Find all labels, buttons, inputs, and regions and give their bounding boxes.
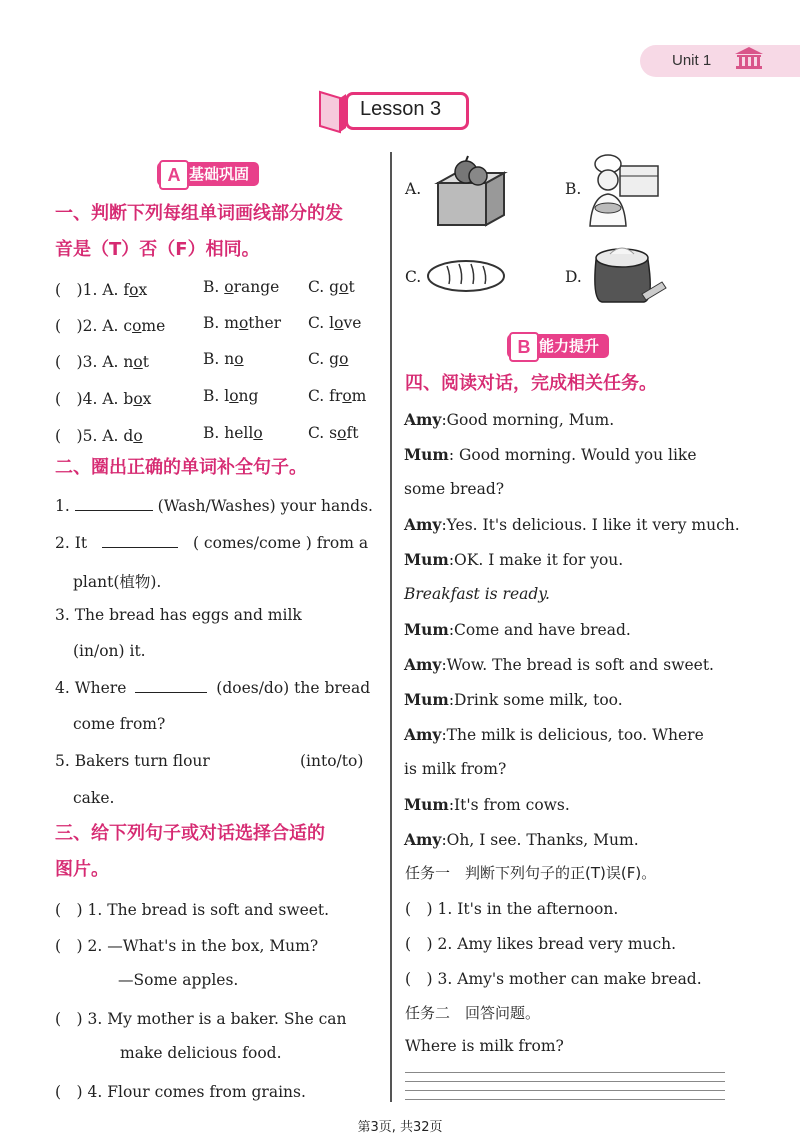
word-part: ng <box>238 387 259 405</box>
dialog-text: : Good morning. Would you like <box>448 446 697 464</box>
q2-sentence-5-options: (into/to) <box>300 752 364 770</box>
word-part: C. s <box>308 424 338 442</box>
dialog-line <box>404 795 570 814</box>
word-part: B. hell <box>203 424 254 442</box>
section-b-badge <box>507 334 609 358</box>
q2-sentence-5b: cake. <box>73 789 115 807</box>
task1-text: 1. It's in the afternoon. <box>437 900 619 918</box>
speaker-name: Mum <box>404 620 449 639</box>
speaker-name: Mum <box>404 795 449 814</box>
dialog-text: :Yes. It's delicious. I like it very much. <box>441 516 740 534</box>
word-part: B. m <box>203 314 239 332</box>
q1-row <box>55 314 362 336</box>
speaker-name: Amy <box>404 515 442 534</box>
word-part: c <box>123 317 133 335</box>
section-a-badge <box>157 162 259 186</box>
section-a-label: 基础巩固 <box>189 165 250 183</box>
dialog-text: :Drink some milk, too. <box>448 691 623 709</box>
q2-num: 1. <box>55 497 70 515</box>
q1-num: 4. A. <box>82 390 124 408</box>
q2-sentence-3: 3. The bread has eggs and milk <box>55 606 302 624</box>
underlined-letters: o <box>234 350 244 368</box>
dialog-line <box>404 830 639 849</box>
q2-sentence-3b: (in/on) it. <box>73 642 146 660</box>
word-part: B. l <box>203 387 230 405</box>
task1-text: 2. Amy likes bread very much. <box>437 935 677 953</box>
q3-item-2b: —Some apples. <box>118 971 239 989</box>
dialog-text: :OK. I make it for you. <box>448 551 624 569</box>
dialog-text: :Wow. The bread is soft and sweet. <box>441 656 714 674</box>
q2-text: ( comes/come ) from a <box>192 534 369 552</box>
dialog-line <box>404 515 740 534</box>
q3-item-4 <box>55 1080 306 1102</box>
q2-sentence-5: 5. Bakers turn flour <box>55 752 210 770</box>
answer-paren[interactable]: ( ) <box>55 390 83 408</box>
q3-item-3 <box>55 1007 346 1029</box>
word-part: B. n <box>203 350 235 368</box>
q3-item-3b: make delicious food. <box>120 1044 282 1062</box>
section-b-letter: B <box>509 332 539 362</box>
underlined-letters: o <box>238 314 249 332</box>
dialog-line <box>404 585 550 603</box>
option-c <box>308 424 358 442</box>
answer-line[interactable] <box>405 1099 725 1100</box>
answer-blank[interactable] <box>135 678 207 693</box>
column-divider <box>390 152 392 1102</box>
underlined-letters: o <box>129 281 139 299</box>
option-c <box>308 278 355 296</box>
word-part: t <box>348 278 355 296</box>
option-b <box>203 387 258 405</box>
option-a <box>83 390 152 408</box>
dialog-line <box>404 690 623 709</box>
speaker-name: Amy <box>404 830 442 849</box>
q3-title-line2: 图片。 <box>55 859 109 880</box>
option-c <box>308 314 361 332</box>
unit-label: Unit 1 <box>672 52 712 69</box>
underlined-letters: o <box>133 390 143 408</box>
answer-paren[interactable]: ( ) <box>55 317 83 335</box>
answer-blank[interactable] <box>75 496 153 511</box>
q3-text: 3. My mother is a baker. She can <box>87 1010 347 1028</box>
q2-text: 2. It <box>55 534 88 552</box>
q1-title-line2: 音是（T）否（F）相同。 <box>55 239 260 260</box>
dialog-text: :Good morning, Mum. <box>441 411 615 429</box>
bread-loaf-image <box>425 256 507 296</box>
word-part: f <box>123 281 130 299</box>
answer-paren[interactable]: ( ) <box>405 970 433 988</box>
dialog-text: :The milk is delicious, too. Where <box>441 726 704 744</box>
underlined-letters: o <box>342 387 352 405</box>
answer-paren[interactable]: ( ) <box>55 281 83 299</box>
task2-title: 任务二 回答问题。 <box>405 1004 541 1022</box>
unit-tab <box>640 45 800 77</box>
speaker-name: Mum <box>404 690 449 709</box>
answer-blank[interactable] <box>102 533 178 548</box>
option-c <box>308 350 348 368</box>
q1-num: 3. A. <box>82 353 124 371</box>
building-icon <box>734 46 764 70</box>
task1-item-2 <box>405 932 676 954</box>
q2-text: (does/do) the bread <box>216 679 371 697</box>
q2-title: 二、圈出正确的单词补全句子。 <box>55 457 307 478</box>
q4-title: 四、阅读对话，完成相关任务。 <box>405 373 657 394</box>
task2-question: Where is milk from? <box>405 1037 564 1055</box>
q2-sentence-2 <box>55 533 368 552</box>
speaker-name: Amy <box>404 410 442 429</box>
flour-sack-image <box>588 240 668 308</box>
q3-text: 1. The bread is soft and sweet. <box>87 901 330 919</box>
task1-text: 3. Amy's mother can make bread. <box>437 970 702 988</box>
answer-paren[interactable]: ( ) <box>55 1010 83 1028</box>
underlined-letters: o <box>229 387 239 405</box>
word-part: C. fr <box>308 387 343 405</box>
picture-label-a: A. <box>405 180 422 198</box>
option-b <box>203 314 281 332</box>
q1-row <box>55 424 359 446</box>
speaker-name: Mum <box>404 445 449 464</box>
picture-label-c: C. <box>405 268 422 286</box>
q3-text: 4. Flour comes from grains. <box>87 1083 306 1101</box>
answer-line[interactable] <box>405 1081 725 1082</box>
answer-line[interactable] <box>405 1072 725 1073</box>
section-a-letter: A <box>159 160 189 190</box>
q3-item-2 <box>55 934 318 956</box>
q1-num: 5. A. <box>82 427 124 445</box>
word-part: t <box>142 353 149 371</box>
speaker-name: Amy <box>404 655 442 674</box>
section-b-label: 能力提升 <box>539 337 600 355</box>
option-c <box>308 387 366 405</box>
word-part: B. <box>203 278 225 296</box>
bookmark-flag-icon <box>318 90 348 134</box>
q3-title-line1: 三、给下列句子或对话选择合适的 <box>55 823 325 844</box>
dialog-line <box>404 760 506 778</box>
answer-paren[interactable]: ( ) <box>405 900 433 918</box>
answer-paren[interactable]: ( ) <box>55 427 83 445</box>
q1-row <box>55 350 349 372</box>
dialog-line <box>404 410 614 429</box>
answer-line[interactable] <box>405 1090 725 1091</box>
dialog-text: some bread? <box>404 480 505 498</box>
dialog-line <box>404 480 504 498</box>
speaker-name: Amy <box>404 725 442 744</box>
q1-row <box>55 387 367 409</box>
word-part: ther <box>248 314 282 332</box>
answer-paren[interactable]: ( ) <box>55 353 83 371</box>
q2-sentence-4 <box>55 678 370 697</box>
underlined-letters: o <box>133 427 143 445</box>
dialog-line <box>404 445 697 464</box>
q1-num: 2. A. <box>82 317 124 335</box>
q2-text: (Wash/Washes) your hands. <box>157 497 373 515</box>
word-part: C. g <box>308 350 340 368</box>
option-a <box>83 317 166 335</box>
option-a <box>83 427 143 445</box>
answer-paren[interactable]: ( ) <box>405 935 433 953</box>
q1-num: 1. A. <box>82 281 124 299</box>
underlined-letters: o <box>132 317 142 335</box>
word-part: m <box>351 387 367 405</box>
lesson-title: Lesson 3 <box>360 98 442 120</box>
answer-paren[interactable]: ( ) <box>55 901 83 919</box>
underlined-letters: o <box>224 278 234 296</box>
dialog-line <box>404 620 631 639</box>
word-part: C. g <box>308 278 340 296</box>
word-part: b <box>123 390 134 408</box>
word-part: x <box>142 390 152 408</box>
dialog-text: :It's from cows. <box>448 796 570 814</box>
q3-item-1 <box>55 898 329 920</box>
word-part: me <box>141 317 166 335</box>
option-b <box>203 424 263 442</box>
dialog-line <box>404 655 714 674</box>
dialog-text: Breakfast is ready. <box>404 585 550 603</box>
underlined-letters: o <box>337 424 347 442</box>
task1-title: 任务一 判断下列句子的正(T)误(F)。 <box>405 864 657 882</box>
underlined-letters: o <box>339 278 349 296</box>
dialog-text: is milk from? <box>404 760 507 778</box>
q3-text: 2. —What's in the box, Mum? <box>87 937 319 955</box>
picture-label-d: D. <box>565 268 582 286</box>
option-b <box>203 350 244 368</box>
word-part: n <box>123 353 134 371</box>
dialog-line <box>404 550 623 569</box>
option-a <box>83 281 148 299</box>
underlined-letters: o <box>133 353 143 371</box>
word-part: ft <box>346 424 359 442</box>
dialog-text: :Come and have bread. <box>448 621 631 639</box>
dialog-text: :Oh, I see. Thanks, Mum. <box>441 831 639 849</box>
q2-sentence-1 <box>55 496 373 515</box>
page-number: 第3页, 共32页 <box>357 1120 443 1135</box>
underlined-letters: o <box>334 314 344 332</box>
underlined-letters: o <box>253 424 263 442</box>
speaker-name: Mum <box>404 550 449 569</box>
answer-paren[interactable]: ( ) <box>55 937 83 955</box>
word-part: C. l <box>308 314 335 332</box>
picture-label-b: B. <box>565 180 582 198</box>
word-part: range <box>233 278 280 296</box>
q2-sentence-2b: plant(植物). <box>73 573 162 591</box>
word-part: x <box>138 281 148 299</box>
option-a <box>83 353 149 371</box>
q1-row <box>55 278 355 300</box>
word-part: ve <box>343 314 362 332</box>
q2-sentence-4b: come from? <box>73 715 166 733</box>
dialog-line <box>404 725 704 744</box>
q2-text: 4. Where <box>55 679 127 697</box>
apple-box-image <box>430 155 510 229</box>
baker-image <box>582 152 662 228</box>
option-b <box>203 278 279 296</box>
q1-title-line1: 一、判断下列每组单词画线部分的发 <box>55 203 343 224</box>
task1-item-3 <box>405 967 702 989</box>
task1-item-1 <box>405 897 618 919</box>
answer-paren[interactable]: ( ) <box>55 1083 83 1101</box>
word-part: d <box>123 427 134 445</box>
underlined-letters: o <box>339 350 349 368</box>
